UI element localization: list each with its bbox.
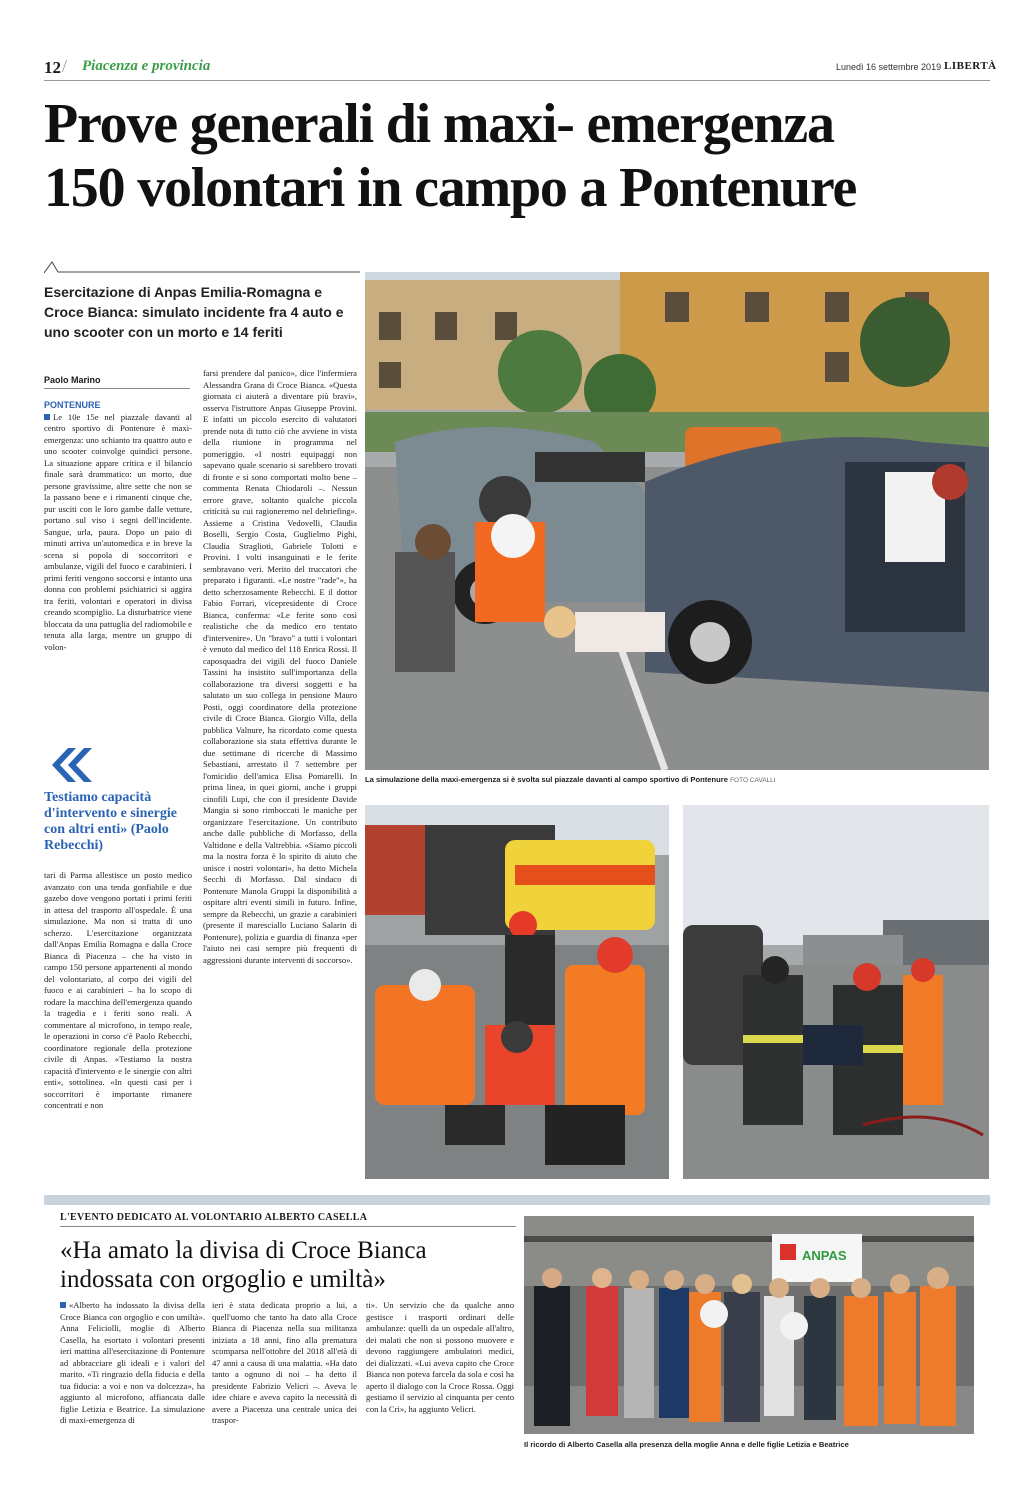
box-title-line-1: «Ha amato la divisa di Croce Bianca [60,1237,427,1264]
section-name: Piacenza e provincia [82,58,211,74]
article-text-1a: Le 10e 15e nel piazzale davanti al centro sportivo di Pontenure è maxi-emergenza: uno schianto tra quattro auto e uno scooter coinvolge quindici persone. La situazione appare critica e il bilancio finale sarà drammatico: un morto, due persone gravissime, altre sette che non se la passano bene e i rimanenti cinque che, pur usciti con le loro gambe dalle vetture, portano sul viso i segni dell'incidente. Sangue, urla, paura. Dopo un paio di minuti arriva un'automedica e in breve la scena si popola di soccorritori e ambulanze, vigili del fuoco e carabinieri. I primi feriti vengono soccorsi e intanto una donna con problemi psichiatrici si aggira tra feriti, volontari e operatori in divisa creando scompiglio. La disturbatrice viene bloccata da una pattuglia del radiomobile e tenuta alla larga, mentre un gruppo di volon- [44,411,192,652]
main-photo-caption [365,775,985,784]
box-text-1: «Alberto ha indossato la divisa della Croce Bianca con orgoglio e con umiltà». Anna Feliciolli, moglie di Alberto Casella, ha esortato i volontari presenti ieri mattina all'esercitazione di Pontenure ad abbracciare gli ideali e i valori del marito. «Ti ringrazio della fiducia e della tua fiducia: a voi e non va dolcezza», ha aggiunto al microfono, affiancata dalle figlie Letizia e Beatrice. La simulazione di maxi-emergenza di [60,1300,205,1425]
box-column-3: ti». Un servizio che da qualche anno gestisce i trasporti ordinari delle ambulanze: quelli da un ospedale all'altro, dei malati che non si possono muovere e devono raggiungere ambulatori medici, dei dializzati. «Lui aveva capito che Croce Bianca non poteva farcela da sola e così ha aperto il dialogo con la Croce Rossa. Oggi gestiamo il servizio al cinquanta per cento con la Cri», ha aggiunto Velicri. [366,1300,514,1414]
header-rule [44,80,990,81]
caption-credit: FOTO CAVALLI [730,777,776,784]
box-paragraph-bullet-icon [60,1302,66,1308]
page-divider: / [62,56,68,76]
article-subhead: Esercitazione di Anpas Emilia-Romagna e Croce Bianca: simulato incidente fra 4 auto e uno scooter con un morto e 14 feriti [44,284,344,340]
box-kicker: L'EVENTO DEDICATO AL VOLONTARIO ALBERTO CASELLA [60,1212,368,1223]
main-photo-crash-scene [365,272,989,770]
box-top-band [44,1195,990,1205]
paragraph-bullet-icon [44,414,50,420]
dateline-location: PONTENURE [44,400,101,410]
box-column-2: ieri è stata dedicata proprio a lui, a quell'uomo che tanto ha dato alla Croce Bianca di Piacenza nella sua militanza iniziata a 18 anni, fino alla prematura scomparsa nell'ottobre del 2018 all'età di 47 anni a causa di una malattia. «Ha dato tanto a ognuno di noi – ha detto il presidente Fabrizio Velicri –. Aveva le idee chiare e aveva capito la necessità di avere a Piacenza una centrale unica dei traspor- [212,1300,357,1425]
newspaper-brand: LIBERTÀ [944,60,997,72]
photo-firefighters-stretcher [683,805,989,1179]
caption-text: La simulazione della maxi-emergenza si è svolta sul piazzale davanti al campo sportivo di Pontenure [365,775,728,784]
pull-quote: Testiamo capacità d'intervento e sinergie con altri enti» (Paolo Rebecchi) [44,790,177,853]
lead-marker-icon [44,260,360,274]
page-number: 12 [44,58,61,77]
byline: Paolo Marino [44,375,101,385]
issue-date: Lunedì 16 settembre 2019 [836,62,942,72]
box-title [60,1236,520,1294]
quote-chevron-icon [46,748,96,782]
article-column-2: farsi prendere dal panico», dice l'infermiera Alessandra Grana di Croce Bianca. «Questa giornata ci aiuterà a diventare più bravi», osserva l'istruttore Anpas Giuseppe Provini. E infatti un piccolo esercito di valutatori prende nota di tutto ciò che avviene in vista della riunione in programma nel pomeriggio. «I nostri equipaggi non sapevano quale scenario si sarebbero trovati di fronte e si sono comportati molto bene – commenta Renata Chiodaroli –. Nessun errore grave, soltanto qualche piccola criticità su cui ragioneremo nel debriefing». Assieme a Cristina Vedovelli, Claudia Boselli, Sergio Costa, Guglielmo Pighi, Claudia Straglioti, Gabriele Tolotti e Provini. I volti insanguinati e le ferite sembravano veri. Merito del truccatori che preparato i figuranti. «Le nostre "rade"», ha detto scherzosamente Rebecchi. E il dottor Fabio Forrari, vicepresidente di Croce Bianca, conferma: «Le ferite sono così realistiche che da medico ero tentato d'intervenire». Un "bravo" a tutti i volontari è venuto dal medico del 118 Enrica Rossi. Il caposquadra dei vigili del fuoco Daniele Tassini ha insistito sull'importanza della collaborazione tra diversi soggetti e ha salutato un suo collega in pensione Mauro Posti, oggi coordinatore della protezione civile di Croce Bianca. Giorgio Villa, della pubblica Valnure, ha ricordato come questa collaborazione sia stata effettiva durante le due settimane di ricerche di Massimo Sebastiani, arrestato il 7 settembre per l'omicidio dell'amica Elisa Pomarelli. In prima linea, in quei giorni, anche i gruppi cinofili Lupi, che con il presidente Davide Mangia si sono rimboccati le maniche per organizzare l'esercitazione. Un contributo anche dalle pubbliche di Morfasso, della Valtidone e della Valtrebbia. «Siamo piccoli ma la nostra forza è lo spirito di aiuto che unisce i nostri volontari», ha detto Michela Secchi di Morfasso. Dal sindaco di Pontenure Manola Gruppi la disponibilità a ospitare altri eventi simili in futuro. Infine, sempre da Rebecchi, un grazie a carabinieri (presente il maresciallo Luciano Salarin di Pontenure), polizia e guardia di finanza «per l'aiuto nei casi sempre più frequenti di aggressioni durante interventi di soccorso». [203,368,357,965]
headline [44,92,1004,220]
headline-line-2: 150 volontari in campo a Pontenure [44,157,857,219]
byline-rule [44,388,190,389]
banner-anpas: ANPAS [802,1248,847,1263]
box-column-1 [60,1300,205,1450]
box-title-line-2: indossata con orgoglio e umiltà» [60,1266,386,1293]
photo-rescuers-treating [365,805,669,1179]
box-photo-caption: Il ricordo di Alberto Casella alla presenza della moglie Anna e delle figlie Letizia e Beatrice [524,1440,849,1449]
article-column-1a [44,400,192,740]
box-kicker-rule [60,1226,516,1227]
headline-line-1: Prove generali di maxi- emergenza [44,93,834,155]
photo-casella-memorial [524,1216,974,1434]
article-column-1b: tari di Parma allestisce un posto medico avanzato con una tenda gonfiabile e due gazebo dove vengono portati i primi feriti in attesa del trasporto all'ospedale. È una simulazione. Ma non si tratta di uno scherzo. L'esercitazione organizzata dall'Anpas Emilia Romagna e dalla Croce Bianca di Piacenza – che ha visto in campo 150 persone appartenenti al mondo del volontariato, al corpo dei vigili del fuoco e ai carabinieri – ha lo scopo di rodare la macchina dell'emergenza quando la tragedia e i feriti sono reali. A commentare al microfono, in tempo reale, le operazioni in corso c'è Paolo Rebecchi, coordinatore regionale della protezione civile di Anpas. «Testiamo la nostra capacità d'intervento e le sinergie con altri enti», sottolinea. «In questi casi per i soccorritori è importante rimanere concentrati e non [44,870,192,1110]
